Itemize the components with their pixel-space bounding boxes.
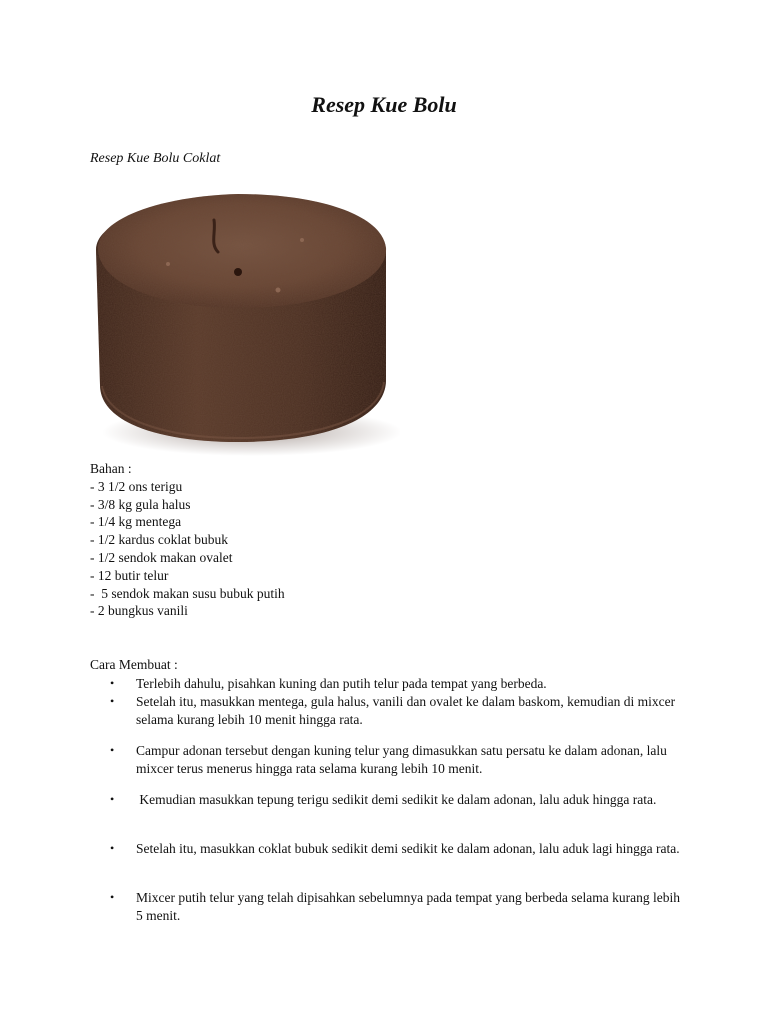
ingredient-item: - 3/8 kg gula halus xyxy=(90,496,191,512)
ingredients-section xyxy=(90,460,285,620)
ingredient-item: - 1/4 kg mentega xyxy=(90,514,182,530)
method-step-text: Mixcer putih telur yang telah dipisahkan sebelumnya pada tempat yang berbeda selama kurang lebih 5 menit. xyxy=(136,890,680,923)
method-step-text: Terlebih dahulu, pisahkan kuning dan putih telur pada tempat yang berbeda. xyxy=(136,676,547,691)
bullet-icon: • xyxy=(110,841,115,855)
method-step-text: Campur adonan tersebut dengan kuning telur yang dimasukkan satu persatu ke dalam adonan, lalu mixcer terus menerus hingga rata selama kurang lebih 10 menit. xyxy=(136,743,667,776)
ingredients-heading: Bahan : xyxy=(90,461,132,476)
recipe-subtitle: Resep Kue Bolu Coklat xyxy=(90,151,221,166)
method-step xyxy=(110,791,680,809)
ingredient-item: - 1/2 sendok makan ovalet xyxy=(90,549,233,565)
bullet-icon: • xyxy=(110,676,115,690)
method-step-text: Setelah itu, masukkan mentega, gula halus, vanili dan ovalet ke dalam baskom, kemudian di mixcer selama kurang lebih 10 menit hingga rata. xyxy=(136,694,676,727)
ingredient-item: - 5 sendok makan susu bubuk putih xyxy=(90,585,285,601)
bullet-icon: • xyxy=(110,890,115,904)
method-step xyxy=(110,693,680,728)
ingredient-item: - 1/2 kardus coklat bubuk xyxy=(90,532,228,548)
bullet-icon: • xyxy=(110,743,115,757)
ingredient-item: - 12 butir telur xyxy=(90,567,169,583)
bullet-icon: • xyxy=(110,792,115,806)
method-step xyxy=(110,840,680,858)
method-heading: Cara Membuat : xyxy=(90,657,178,672)
method-step xyxy=(110,742,680,777)
ingredient-item: - 2 bungkus vanili xyxy=(90,603,188,619)
method-step-text: Setelah itu, masukkan coklat bubuk sedikit demi sedikit ke dalam adonan, lalu aduk lagi hingga rata. xyxy=(136,841,680,856)
method-step xyxy=(110,889,680,924)
method-step-text: Kemudian masukkan tepung terigu sedikit demi sedikit ke dalam adonan, lalu aduk hingga rata. xyxy=(136,792,657,807)
method-step xyxy=(110,675,680,693)
bullet-icon: • xyxy=(110,694,115,708)
ingredient-item: - 3 1/2 ons terigu xyxy=(90,478,183,494)
page-title: Resep Kue Bolu xyxy=(311,92,457,117)
chocolate-cake-image xyxy=(88,180,400,462)
